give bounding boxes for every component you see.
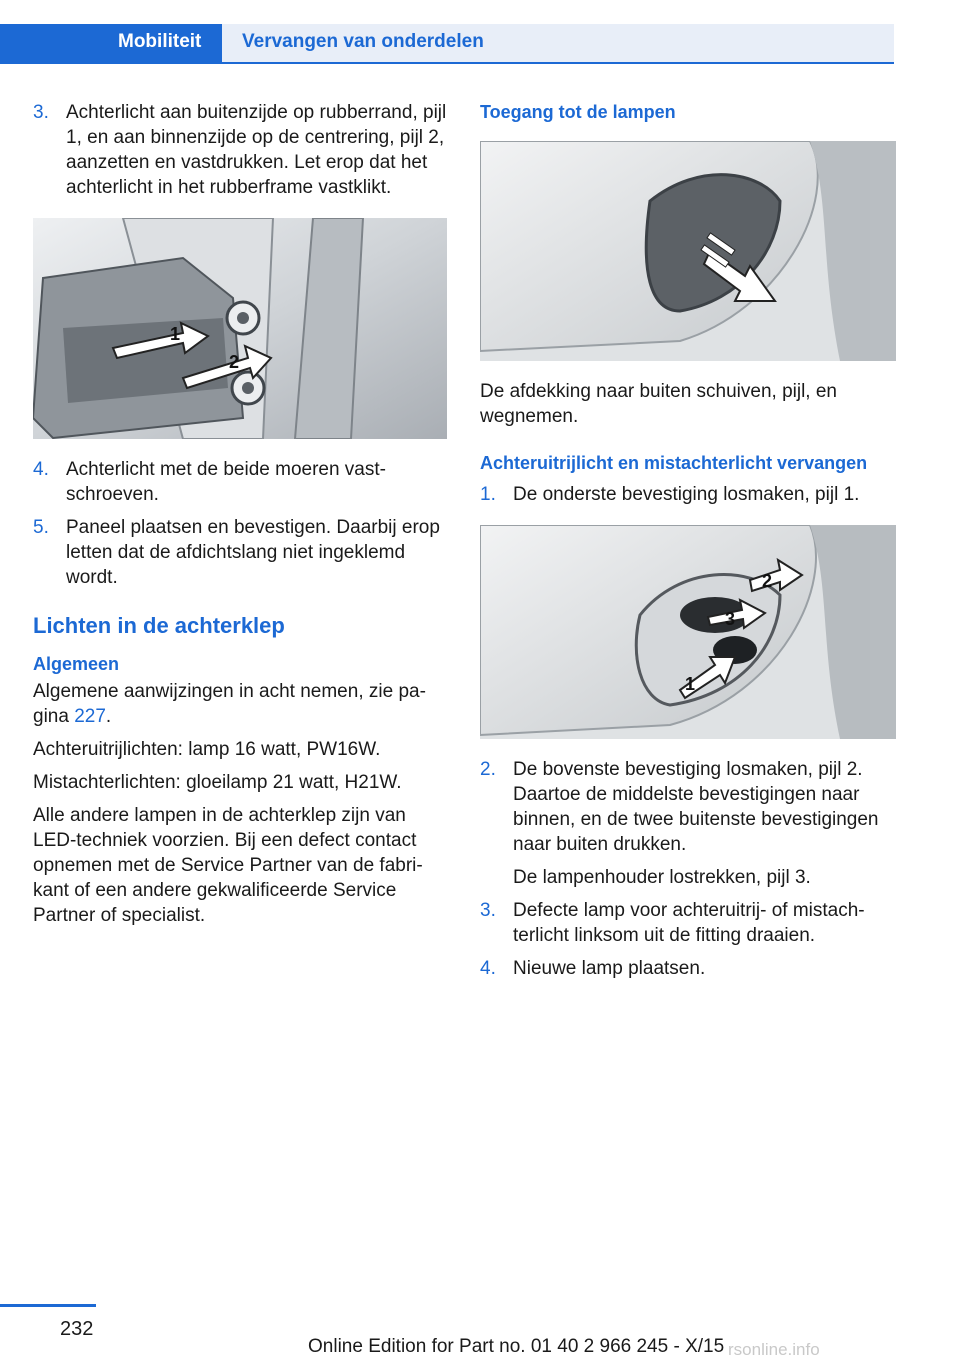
step-number: 5. (33, 517, 49, 538)
figure-cover-access (480, 141, 896, 361)
subsection-heading: Toegang tot de lampen (480, 102, 676, 122)
figure-lamp-holder (480, 525, 896, 739)
step-text: Paneel plaatsen en bevestigen. Daarbij erop letten dat de afdichtslang niet ingeklemd wordt. (66, 517, 440, 588)
paragraph: Mistachterlichten: gloeilamp 21 watt, H21W. (33, 772, 402, 793)
step-item (480, 898, 896, 948)
step-item (33, 515, 447, 590)
step-text: Defecte lamp voor achteruitrij- of mistachterlicht linksom uit de fitting draaien. (513, 900, 865, 946)
paragraph: De afdekking naar buiten schuiven, pijl, en wegnemen. (480, 381, 838, 427)
paragraph-end: . (105, 706, 112, 727)
arrow-label-3: 3 (725, 609, 736, 629)
subsection-label: Vervangen van onderdelen (242, 31, 484, 52)
subsection-heading: Algemeen (33, 654, 120, 674)
step-item (480, 757, 896, 857)
step-number: 3. (480, 900, 496, 921)
footer-text: Online Edition for Part no. 01 40 2 966 245 - X/15 (308, 1336, 725, 1357)
step-item (480, 956, 896, 981)
arrow-label-1: 1 (685, 674, 696, 694)
paragraph: Achteruitrijlichten: lamp 16 watt, PW16W. (33, 739, 381, 760)
page-number-bar (0, 1304, 96, 1307)
paragraph-text: Algemene aanwijzingen in acht nemen, zie pagina (33, 681, 426, 727)
header-rule (0, 62, 894, 64)
arrow-label-1: 1 (170, 324, 181, 344)
subsection-heading: Achteruitrijlicht en mistachterlicht vervangen (480, 453, 868, 473)
right-column (480, 100, 896, 989)
step-item (33, 457, 447, 507)
paragraph: Alle andere lampen in de achterklep zijn van LED-techniek voorzien. Bij een defect contact opnemen met de Service Partner van de fabrikant of een andere gekwalificeerde Service Partner of specialist. (33, 805, 423, 926)
step-text: De onderste bevestiging losmaken, pijl 1. (513, 484, 860, 505)
page-header (0, 0, 960, 64)
step-item (33, 100, 447, 200)
step-item (480, 482, 896, 507)
figure-taillight-mounting (33, 218, 447, 439)
step-number: 3. (33, 102, 49, 123)
step-number: 2. (480, 759, 496, 780)
page-reference-link[interactable]: 227 (74, 706, 106, 727)
step-subtext (480, 865, 896, 890)
step-text: De bovenste bevestiging losmaken, pijl 2. Daartoe de middelste bevestigingen naar binnen, en de twee buitenste bevestigingen naar buiten drukken. (513, 759, 879, 855)
step-number: 4. (33, 459, 49, 480)
paragraph (33, 679, 447, 729)
watermark: rsonline.info (728, 1340, 820, 1359)
arrow-label-2: 2 (762, 571, 773, 591)
section-label: Mobiliteit (118, 31, 202, 52)
step-text: Achterlicht met de beide moeren vastschroeven. (66, 459, 386, 505)
step-number: 4. (480, 958, 496, 979)
step-text: De lampenhouder lostrekken, pijl 3. (513, 867, 811, 888)
step-text: Achterlicht aan buitenzijde op rubberrand, pijl 1, en aan binnenzijde op de centrering, pijl 2, aanzetten en vastdrukken. Let erop dat het achterlicht in het rubberframe vastklikt. (66, 102, 447, 198)
left-column (33, 100, 447, 936)
tab-subsection (222, 24, 894, 62)
tab-section (0, 24, 222, 62)
step-text: Nieuwe lamp plaatsen. (513, 958, 706, 979)
page-number: 232 (60, 1318, 94, 1340)
step-number: 1. (480, 484, 496, 505)
arrow-label-2: 2 (229, 352, 240, 372)
section-heading: Lichten in de achterklep (33, 613, 285, 638)
